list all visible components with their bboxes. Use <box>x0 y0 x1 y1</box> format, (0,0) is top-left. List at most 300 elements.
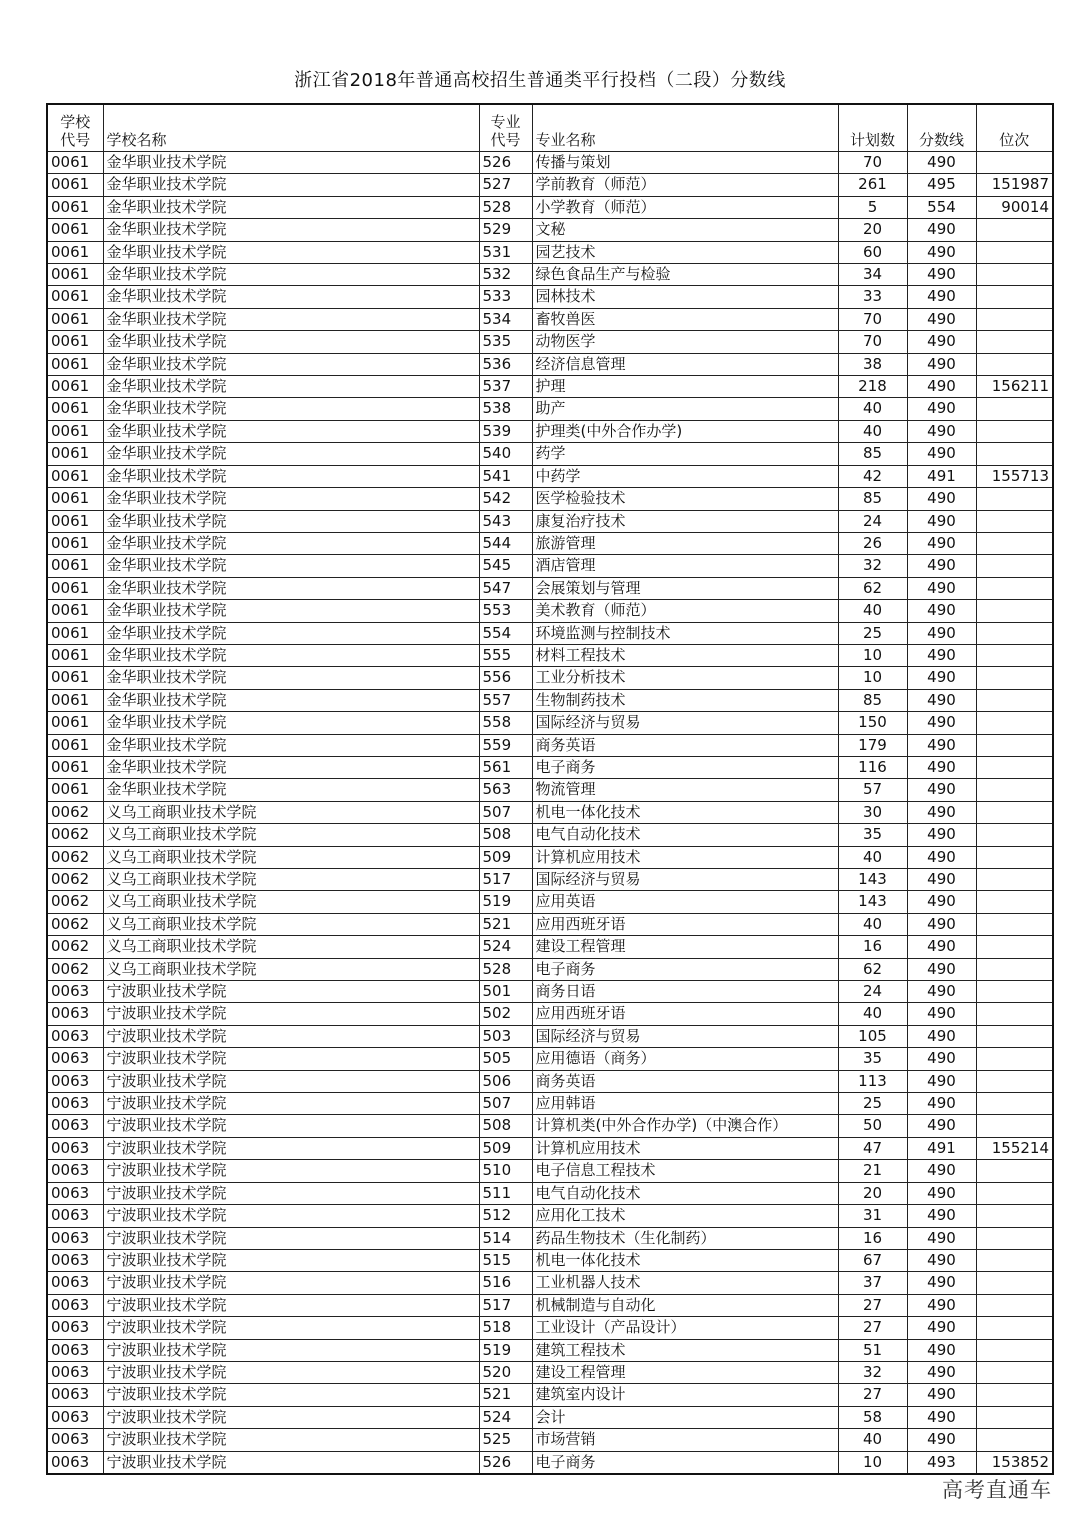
rank-cell <box>976 824 1053 846</box>
major-code-cell: 515 <box>479 1249 532 1271</box>
major-code-cell: 505 <box>479 1048 532 1070</box>
rank-cell <box>976 600 1053 622</box>
major-name-cell: 旅游管理 <box>532 532 838 554</box>
table-row <box>47 331 1053 353</box>
major-name-cell: 计算机应用技术 <box>532 846 838 868</box>
table-row <box>47 286 1053 308</box>
school-code-cell: 0061 <box>47 577 103 599</box>
school-name-cell: 金华职业技术学院 <box>103 644 479 666</box>
table-row <box>47 869 1053 891</box>
major-code-cell: 519 <box>479 891 532 913</box>
major-name-cell: 建筑室内设计 <box>532 1384 838 1406</box>
plan-cell: 33 <box>838 286 907 308</box>
major-name-cell: 国际经济与贸易 <box>532 712 838 734</box>
table-row <box>47 1025 1053 1047</box>
score-cell: 490 <box>907 1294 976 1316</box>
school-name-cell: 宁波职业技术学院 <box>103 1249 479 1271</box>
table-row <box>47 1272 1053 1294</box>
table-row <box>47 1249 1053 1271</box>
major-name-cell: 环境监测与控制技术 <box>532 622 838 644</box>
rank-cell <box>976 958 1053 980</box>
score-cell: 490 <box>907 1429 976 1451</box>
school-code-cell: 0061 <box>47 353 103 375</box>
school-code-cell: 0061 <box>47 644 103 666</box>
major-name-cell: 物流管理 <box>532 779 838 801</box>
plan-cell: 16 <box>838 1227 907 1249</box>
header-major-name: 专业名称 <box>532 104 838 152</box>
table-row <box>47 1115 1053 1137</box>
school-code-cell: 0061 <box>47 219 103 241</box>
school-code-cell: 0063 <box>47 1272 103 1294</box>
rank-cell <box>976 1160 1053 1182</box>
rank-cell <box>976 488 1053 510</box>
rank-cell <box>976 443 1053 465</box>
school-code-cell: 0061 <box>47 712 103 734</box>
school-name-cell: 金华职业技术学院 <box>103 779 479 801</box>
table-row <box>47 152 1053 174</box>
table-row <box>47 1227 1053 1249</box>
plan-cell: 179 <box>838 734 907 756</box>
score-cell: 490 <box>907 869 976 891</box>
score-cell: 490 <box>907 801 976 823</box>
school-name-cell: 宁波职业技术学院 <box>103 1317 479 1339</box>
major-name-cell: 工业设计（产品设计） <box>532 1317 838 1339</box>
major-code-cell: 524 <box>479 936 532 958</box>
school-name-cell: 宁波职业技术学院 <box>103 1339 479 1361</box>
plan-cell: 57 <box>838 779 907 801</box>
plan-cell: 37 <box>838 1272 907 1294</box>
score-cell: 490 <box>907 600 976 622</box>
table-row <box>47 1317 1053 1339</box>
major-code-cell: 540 <box>479 443 532 465</box>
score-cell: 490 <box>907 891 976 913</box>
table-row <box>47 174 1053 196</box>
school-code-cell: 0061 <box>47 443 103 465</box>
plan-cell: 27 <box>838 1384 907 1406</box>
plan-cell: 10 <box>838 644 907 666</box>
score-cell: 490 <box>907 958 976 980</box>
school-name-cell: 金华职业技术学院 <box>103 308 479 330</box>
major-code-cell: 509 <box>479 1137 532 1159</box>
major-code-cell: 559 <box>479 734 532 756</box>
header-school-code-line1: 学校 <box>60 113 91 131</box>
plan-cell: 116 <box>838 756 907 778</box>
table-row <box>47 1003 1053 1025</box>
major-name-cell: 护理类(中外合作办学) <box>532 420 838 442</box>
plan-cell: 32 <box>838 1361 907 1383</box>
plan-cell: 51 <box>838 1339 907 1361</box>
header-major-code-line1: 专业 <box>490 113 521 131</box>
major-name-cell: 工业机器人技术 <box>532 1272 838 1294</box>
rank-cell <box>976 1025 1053 1047</box>
school-code-cell: 0061 <box>47 734 103 756</box>
score-cell: 490 <box>907 981 976 1003</box>
school-name-cell: 宁波职业技术学院 <box>103 1160 479 1182</box>
score-cell: 490 <box>907 555 976 577</box>
plan-cell: 218 <box>838 376 907 398</box>
table-row <box>47 1384 1053 1406</box>
major-name-cell: 应用西班牙语 <box>532 1003 838 1025</box>
table-row <box>47 264 1053 286</box>
score-cell: 493 <box>907 1451 976 1474</box>
table-row <box>47 577 1053 599</box>
plan-cell: 85 <box>838 689 907 711</box>
school-code-cell: 0061 <box>47 398 103 420</box>
plan-cell: 5 <box>838 196 907 218</box>
major-name-cell: 绿色食品生产与检验 <box>532 264 838 286</box>
plan-cell: 85 <box>838 488 907 510</box>
school-name-cell: 宁波职业技术学院 <box>103 981 479 1003</box>
score-cell: 490 <box>907 532 976 554</box>
score-cell: 490 <box>907 824 976 846</box>
major-name-cell: 应用化工技术 <box>532 1205 838 1227</box>
plan-cell: 143 <box>838 891 907 913</box>
school-code-cell: 0063 <box>47 1249 103 1271</box>
school-name-cell: 金华职业技术学院 <box>103 622 479 644</box>
school-code-cell: 0063 <box>47 1093 103 1115</box>
major-name-cell: 机电一体化技术 <box>532 801 838 823</box>
major-code-cell: 536 <box>479 353 532 375</box>
plan-cell: 24 <box>838 510 907 532</box>
score-cell: 490 <box>907 577 976 599</box>
major-code-cell: 534 <box>479 308 532 330</box>
plan-cell: 62 <box>838 958 907 980</box>
major-name-cell: 生物制药技术 <box>532 689 838 711</box>
table-row <box>47 398 1053 420</box>
table-row <box>47 824 1053 846</box>
plan-cell: 42 <box>838 465 907 487</box>
score-cell: 495 <box>907 174 976 196</box>
plan-cell: 32 <box>838 555 907 577</box>
rank-cell <box>976 913 1053 935</box>
major-name-cell: 商务日语 <box>532 981 838 1003</box>
rank-cell <box>976 712 1053 734</box>
score-cell: 490 <box>907 1160 976 1182</box>
header-major-code-line2: 代号 <box>490 131 521 149</box>
rank-cell <box>976 1115 1053 1137</box>
header-score: 分数线 <box>907 104 976 152</box>
score-cell: 490 <box>907 1003 976 1025</box>
score-cell: 490 <box>907 1339 976 1361</box>
rank-cell <box>976 398 1053 420</box>
major-name-cell: 传播与策划 <box>532 152 838 174</box>
score-cell: 490 <box>907 1406 976 1428</box>
school-code-cell: 0063 <box>47 1406 103 1428</box>
score-cell: 490 <box>907 712 976 734</box>
score-cell: 490 <box>907 667 976 689</box>
table-row <box>47 1406 1053 1428</box>
rank-cell <box>976 981 1053 1003</box>
rank-cell <box>976 1205 1053 1227</box>
header-rank: 位次 <box>976 104 1053 152</box>
table-row <box>47 1070 1053 1092</box>
school-code-cell: 0062 <box>47 891 103 913</box>
table-row <box>47 913 1053 935</box>
school-code-cell: 0063 <box>47 1227 103 1249</box>
score-cell: 490 <box>907 1048 976 1070</box>
school-name-cell: 宁波职业技术学院 <box>103 1115 479 1137</box>
score-cell: 490 <box>907 331 976 353</box>
major-code-cell: 507 <box>479 1093 532 1115</box>
major-code-cell: 531 <box>479 241 532 263</box>
score-cell: 490 <box>907 219 976 241</box>
major-name-cell: 计算机类(中外合作办学)（中澳合作） <box>532 1115 838 1137</box>
major-code-cell: 507 <box>479 801 532 823</box>
rank-cell <box>976 756 1053 778</box>
rank-cell <box>976 420 1053 442</box>
school-code-cell: 0062 <box>47 936 103 958</box>
score-cell: 490 <box>907 443 976 465</box>
school-name-cell: 金华职业技术学院 <box>103 689 479 711</box>
major-name-cell: 电子信息工程技术 <box>532 1160 838 1182</box>
major-code-cell: 526 <box>479 1451 532 1474</box>
major-name-cell: 建设工程管理 <box>532 1361 838 1383</box>
school-name-cell: 宁波职业技术学院 <box>103 1294 479 1316</box>
table-row <box>47 1182 1053 1204</box>
school-code-cell: 0063 <box>47 1160 103 1182</box>
school-name-cell: 金华职业技术学院 <box>103 219 479 241</box>
rank-cell <box>976 846 1053 868</box>
plan-cell: 24 <box>838 981 907 1003</box>
table-row <box>47 846 1053 868</box>
major-code-cell: 558 <box>479 712 532 734</box>
rank-cell <box>976 1429 1053 1451</box>
score-cell: 490 <box>907 644 976 666</box>
major-code-cell: 510 <box>479 1160 532 1182</box>
major-code-cell: 514 <box>479 1227 532 1249</box>
major-code-cell: 524 <box>479 1406 532 1428</box>
major-name-cell: 经济信息管理 <box>532 353 838 375</box>
school-code-cell: 0061 <box>47 174 103 196</box>
major-name-cell: 商务英语 <box>532 734 838 756</box>
rank-cell <box>976 510 1053 532</box>
school-code-cell: 0061 <box>47 331 103 353</box>
watermark: 高考直通车 <box>942 1478 1052 1502</box>
school-name-cell: 宁波职业技术学院 <box>103 1205 479 1227</box>
score-cell: 490 <box>907 488 976 510</box>
score-cell: 490 <box>907 689 976 711</box>
rank-cell <box>976 241 1053 263</box>
major-code-cell: 508 <box>479 824 532 846</box>
major-name-cell: 园林技术 <box>532 286 838 308</box>
school-code-cell: 0061 <box>47 600 103 622</box>
plan-cell: 40 <box>838 846 907 868</box>
major-name-cell: 应用英语 <box>532 891 838 913</box>
school-name-cell: 宁波职业技术学院 <box>103 1048 479 1070</box>
school-name-cell: 义乌工商职业技术学院 <box>103 869 479 891</box>
school-name-cell: 宁波职业技术学院 <box>103 1137 479 1159</box>
school-code-cell: 0062 <box>47 958 103 980</box>
score-cell: 490 <box>907 846 976 868</box>
rank-cell <box>976 577 1053 599</box>
school-code-cell: 0063 <box>47 1339 103 1361</box>
school-name-cell: 宁波职业技术学院 <box>103 1003 479 1025</box>
plan-cell: 150 <box>838 712 907 734</box>
school-name-cell: 金华职业技术学院 <box>103 667 479 689</box>
major-name-cell: 康复治疗技术 <box>532 510 838 532</box>
school-code-cell: 0061 <box>47 286 103 308</box>
major-name-cell: 美术教育（师范） <box>532 600 838 622</box>
school-code-cell: 0063 <box>47 1182 103 1204</box>
school-name-cell: 金华职业技术学院 <box>103 555 479 577</box>
score-cell: 490 <box>907 1384 976 1406</box>
major-code-cell: 542 <box>479 488 532 510</box>
major-name-cell: 国际经济与贸易 <box>532 1025 838 1047</box>
school-code-cell: 0061 <box>47 376 103 398</box>
major-name-cell: 国际经济与贸易 <box>532 869 838 891</box>
school-code-cell: 0061 <box>47 756 103 778</box>
school-name-cell: 金华职业技术学院 <box>103 196 479 218</box>
school-code-cell: 0063 <box>47 1451 103 1474</box>
score-cell: 490 <box>907 734 976 756</box>
score-cell: 490 <box>907 1182 976 1204</box>
major-name-cell: 机械制造与自动化 <box>532 1294 838 1316</box>
school-code-cell: 0061 <box>47 532 103 554</box>
major-name-cell: 电子商务 <box>532 1451 838 1474</box>
table-row <box>47 196 1053 218</box>
table-row <box>47 555 1053 577</box>
school-code-cell: 0061 <box>47 779 103 801</box>
table-row <box>47 219 1053 241</box>
rank-cell <box>976 1249 1053 1271</box>
header-major-code <box>479 104 532 152</box>
school-name-cell: 金华职业技术学院 <box>103 286 479 308</box>
table-row <box>47 1093 1053 1115</box>
table-row <box>47 353 1053 375</box>
rank-cell <box>976 1272 1053 1294</box>
score-cell: 490 <box>907 779 976 801</box>
score-cell: 490 <box>907 308 976 330</box>
school-code-cell: 0062 <box>47 846 103 868</box>
school-code-cell: 0061 <box>47 196 103 218</box>
table-row <box>47 1137 1053 1159</box>
score-cell: 490 <box>907 1115 976 1137</box>
major-name-cell: 药品生物技术（生化制药） <box>532 1227 838 1249</box>
rank-cell <box>976 1406 1053 1428</box>
school-name-cell: 金华职业技术学院 <box>103 734 479 756</box>
major-code-cell: 554 <box>479 622 532 644</box>
school-name-cell: 金华职业技术学院 <box>103 264 479 286</box>
major-name-cell: 会计 <box>532 1406 838 1428</box>
rank-cell <box>976 264 1053 286</box>
major-name-cell: 应用德语（商务） <box>532 1048 838 1070</box>
rank-cell <box>976 869 1053 891</box>
rank-cell <box>976 1317 1053 1339</box>
major-code-cell: 556 <box>479 667 532 689</box>
major-name-cell: 动物医学 <box>532 331 838 353</box>
rank-cell: 151987 <box>976 174 1053 196</box>
rank-cell <box>976 219 1053 241</box>
major-code-cell: 535 <box>479 331 532 353</box>
table-row <box>47 1361 1053 1383</box>
table-row <box>47 1451 1053 1474</box>
major-code-cell: 528 <box>479 958 532 980</box>
table-row <box>47 981 1053 1003</box>
major-name-cell: 商务英语 <box>532 1070 838 1092</box>
table-row <box>47 1205 1053 1227</box>
rank-cell <box>976 1093 1053 1115</box>
major-code-cell: 526 <box>479 152 532 174</box>
rank-cell: 155214 <box>976 1137 1053 1159</box>
school-code-cell: 0063 <box>47 1317 103 1339</box>
school-name-cell: 金华职业技术学院 <box>103 174 479 196</box>
table-row <box>47 1294 1053 1316</box>
table-row <box>47 465 1053 487</box>
plan-cell: 50 <box>838 1115 907 1137</box>
plan-cell: 35 <box>838 824 907 846</box>
plan-cell: 30 <box>838 801 907 823</box>
plan-cell: 34 <box>838 264 907 286</box>
major-code-cell: 509 <box>479 846 532 868</box>
school-code-cell: 0061 <box>47 622 103 644</box>
plan-cell: 85 <box>838 443 907 465</box>
major-name-cell: 药学 <box>532 443 838 465</box>
rank-cell <box>976 1070 1053 1092</box>
rank-cell: 90014 <box>976 196 1053 218</box>
table-row <box>47 600 1053 622</box>
score-cell: 491 <box>907 465 976 487</box>
major-code-cell: 521 <box>479 913 532 935</box>
major-name-cell: 护理 <box>532 376 838 398</box>
table-row <box>47 712 1053 734</box>
table-row <box>47 667 1053 689</box>
school-name-cell: 金华职业技术学院 <box>103 510 479 532</box>
major-name-cell: 电气自动化技术 <box>532 824 838 846</box>
score-cell: 490 <box>907 353 976 375</box>
plan-cell: 25 <box>838 622 907 644</box>
rank-cell <box>976 644 1053 666</box>
major-code-cell: 538 <box>479 398 532 420</box>
rank-cell <box>976 1182 1053 1204</box>
rank-cell <box>976 152 1053 174</box>
score-cell: 490 <box>907 398 976 420</box>
table-row <box>47 308 1053 330</box>
school-name-cell: 义乌工商职业技术学院 <box>103 846 479 868</box>
major-code-cell: 506 <box>479 1070 532 1092</box>
major-code-cell: 519 <box>479 1339 532 1361</box>
score-cell: 490 <box>907 1249 976 1271</box>
rank-cell <box>976 331 1053 353</box>
plan-cell: 38 <box>838 353 907 375</box>
major-code-cell: 521 <box>479 1384 532 1406</box>
school-name-cell: 义乌工商职业技术学院 <box>103 801 479 823</box>
score-cell: 490 <box>907 1070 976 1092</box>
rank-cell <box>976 1339 1053 1361</box>
school-code-cell: 0062 <box>47 913 103 935</box>
major-name-cell: 小学教育（师范） <box>532 196 838 218</box>
score-cell: 490 <box>907 936 976 958</box>
major-name-cell: 中药学 <box>532 465 838 487</box>
major-code-cell: 503 <box>479 1025 532 1047</box>
major-code-cell: 555 <box>479 644 532 666</box>
major-name-cell: 机电一体化技术 <box>532 1249 838 1271</box>
rank-cell <box>976 555 1053 577</box>
major-code-cell: 539 <box>479 420 532 442</box>
plan-cell: 113 <box>838 1070 907 1092</box>
score-cell: 491 <box>907 1137 976 1159</box>
school-name-cell: 宁波职业技术学院 <box>103 1451 479 1474</box>
table-row <box>47 644 1053 666</box>
rank-cell <box>976 1384 1053 1406</box>
school-code-cell: 0063 <box>47 1294 103 1316</box>
score-cell: 490 <box>907 510 976 532</box>
rank-cell <box>976 532 1053 554</box>
school-code-cell: 0062 <box>47 869 103 891</box>
rank-cell <box>976 1003 1053 1025</box>
school-name-cell: 金华职业技术学院 <box>103 488 479 510</box>
major-name-cell: 电子商务 <box>532 756 838 778</box>
school-name-cell: 宁波职业技术学院 <box>103 1182 479 1204</box>
